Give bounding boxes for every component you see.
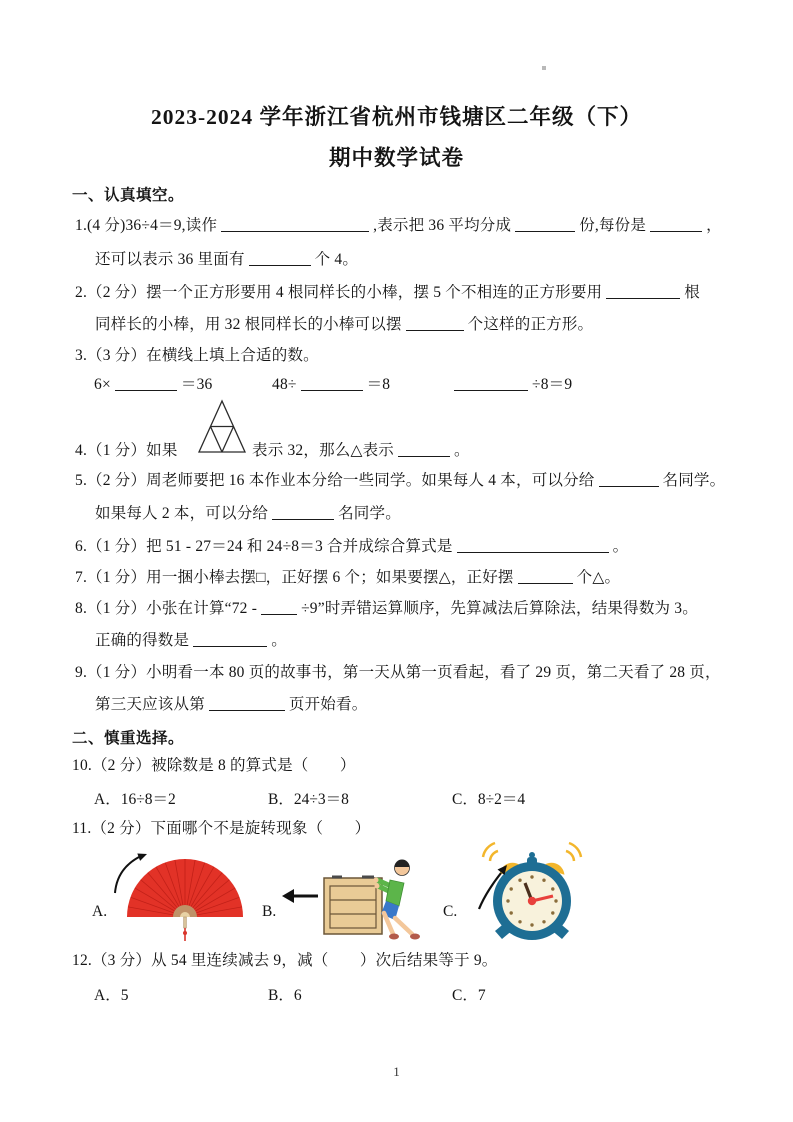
paper-title-line-2: 期中数学试卷 xyxy=(328,146,464,170)
q1-blank-1 xyxy=(221,218,369,232)
section-1-heading: 一、认真填空。 xyxy=(72,187,185,204)
q3-equation-2 xyxy=(272,374,390,396)
q9-text: 页开始看。 xyxy=(288,696,368,713)
q2-text: 个这样的正方形。 xyxy=(467,316,594,333)
q3-eq1-right: ＝36 xyxy=(180,376,213,393)
q5-text: 名同学。 xyxy=(662,472,726,489)
alarm-clock-image xyxy=(473,835,591,947)
q8-text: 8.（1 分）小张在计算“72 - xyxy=(75,600,258,617)
q8-text: ÷9”时弄错运算顺序，先算减法后算除法，结果得数为 3。 xyxy=(301,600,698,617)
q1-text: ， xyxy=(706,217,722,234)
question-9-line-2 xyxy=(95,694,367,716)
q10-option-a: A．16÷8＝2 xyxy=(94,791,176,808)
left-arrow-icon xyxy=(282,889,318,903)
q7-blank xyxy=(518,570,573,584)
q3-eq2-right: ＝8 xyxy=(366,376,391,393)
question-6 xyxy=(75,536,628,558)
q4-text: 。 xyxy=(454,442,470,459)
question-3-stem: 3.（3 分）在横线上填上合适的数。 xyxy=(75,347,319,364)
q1-text: ,表示把 36 平均分成 xyxy=(373,217,512,234)
q3-blank-2 xyxy=(301,377,363,391)
q5-text: 名同学。 xyxy=(338,505,401,522)
q10-option-c: C．8÷2＝4 xyxy=(452,791,526,808)
q1-text: 个 4。 xyxy=(314,251,359,268)
q10-option-b: B．24÷3＝8 xyxy=(268,791,349,808)
q8-blank-2 xyxy=(193,633,267,647)
q5-blank-2 xyxy=(272,506,334,520)
q9-blank xyxy=(209,697,285,711)
q8-text: 。 xyxy=(271,632,287,649)
question-2-line-2 xyxy=(95,314,593,336)
question-1-line-1 xyxy=(75,215,722,237)
q3-eq3-right: ÷8＝9 xyxy=(532,376,573,393)
q6-text: 。 xyxy=(612,538,629,555)
question-5-line-2 xyxy=(95,503,401,525)
q1-blank-2 xyxy=(515,218,575,232)
question-12-stem: 12.（3 分）从 54 里连续减去 9，减（ ）次后结果等于 9。 xyxy=(72,952,498,969)
question-4-prefix: 4.（1 分）如果 xyxy=(75,442,178,459)
question-11-stem: 11.（2 分）下面哪个不是旋转现象（ ） xyxy=(72,820,371,837)
q5-text: 如果每人 2 本，可以分给 xyxy=(95,505,269,522)
q3-eq2-left: 48÷ xyxy=(272,376,297,393)
triangle-figure xyxy=(196,397,248,455)
q12-option-a: A．5 xyxy=(94,987,129,1004)
pushing-box-image xyxy=(278,850,428,942)
q12-option-c: C．7 xyxy=(452,987,486,1004)
paper-title-line-1: 2023-2024 学年浙江省杭州市钱塘区二年级（下） xyxy=(150,105,643,129)
page-number: 1 xyxy=(393,1064,400,1079)
question-5-line-1 xyxy=(75,470,725,492)
q4-blank xyxy=(398,443,450,457)
q2-blank-1 xyxy=(606,285,680,299)
q5-text: 5.（2 分）周老师要把 16 本作业本分给一些同学。如果每人 4 本，可以分给 xyxy=(75,472,595,489)
q1-text: 还可以表示 36 里面有 xyxy=(95,251,245,268)
fan-image xyxy=(105,845,250,945)
q11-label-b: B. xyxy=(262,903,277,920)
question-1-line-2 xyxy=(95,249,358,271)
question-9-line-1: 9.（1 分）小明看一本 80 页的故事书，第一天从第一页看起，看了 29 页，第二天看了 28 页， xyxy=(75,664,721,681)
q7-text: 个△。 xyxy=(576,569,621,586)
q1-blank-3 xyxy=(650,218,702,232)
q5-blank-1 xyxy=(599,473,659,487)
question-8-line-2 xyxy=(95,630,287,652)
q12-option-b: B．6 xyxy=(268,987,302,1004)
q2-text: 根 xyxy=(684,284,700,301)
q1-text: 份,每份是 xyxy=(579,217,647,234)
fan-handle xyxy=(184,917,187,928)
section-2-heading: 二、慎重选择。 xyxy=(72,730,185,747)
q3-eq1-left: 6× xyxy=(94,376,111,393)
question-10-stem: 10.（2 分）被除数是 8 的算式是（ ） xyxy=(72,757,356,774)
q11-label-c: C. xyxy=(443,903,458,920)
q8-text: 正确的得数是 xyxy=(95,632,190,649)
q1-text: 1.(4 分)36÷4＝9,读作 xyxy=(75,217,218,234)
q3-equation-3 xyxy=(450,374,572,396)
q4-text: 表示 32，那么△表示 xyxy=(252,442,394,459)
q6-text: 6.（1 分）把 51 - 27＝24 和 24÷8＝3 合并成综合算式是 xyxy=(75,538,453,555)
q9-text: 第三天应该从第 xyxy=(95,696,205,713)
q3-blank-3 xyxy=(454,377,528,391)
q3-equation-1 xyxy=(94,374,213,396)
question-4-suffix xyxy=(252,440,470,462)
q8-blank-1 xyxy=(261,601,297,615)
question-2-line-1 xyxy=(75,282,700,304)
q2-text: 2.（2 分）摆一个正方形要用 4 根同样长的小棒，摆 5 个不相连的正方形要用 xyxy=(75,284,603,301)
question-8-line-1 xyxy=(75,598,698,620)
q6-blank xyxy=(457,539,609,553)
scan-artifact-dot xyxy=(542,66,546,70)
q7-text: 7.（1 分）用一捆小棒去摆□，正好摆 6 个；如果要摆△，正好摆 xyxy=(75,569,514,586)
q11-label-a: A. xyxy=(92,903,108,920)
q2-blank-2 xyxy=(406,317,464,331)
q1-blank-4 xyxy=(249,252,311,266)
q3-blank-1 xyxy=(115,377,177,391)
question-7 xyxy=(75,567,620,589)
q2-text: 同样长的小棒，用 32 根同样长的小棒可以摆 xyxy=(95,316,402,333)
